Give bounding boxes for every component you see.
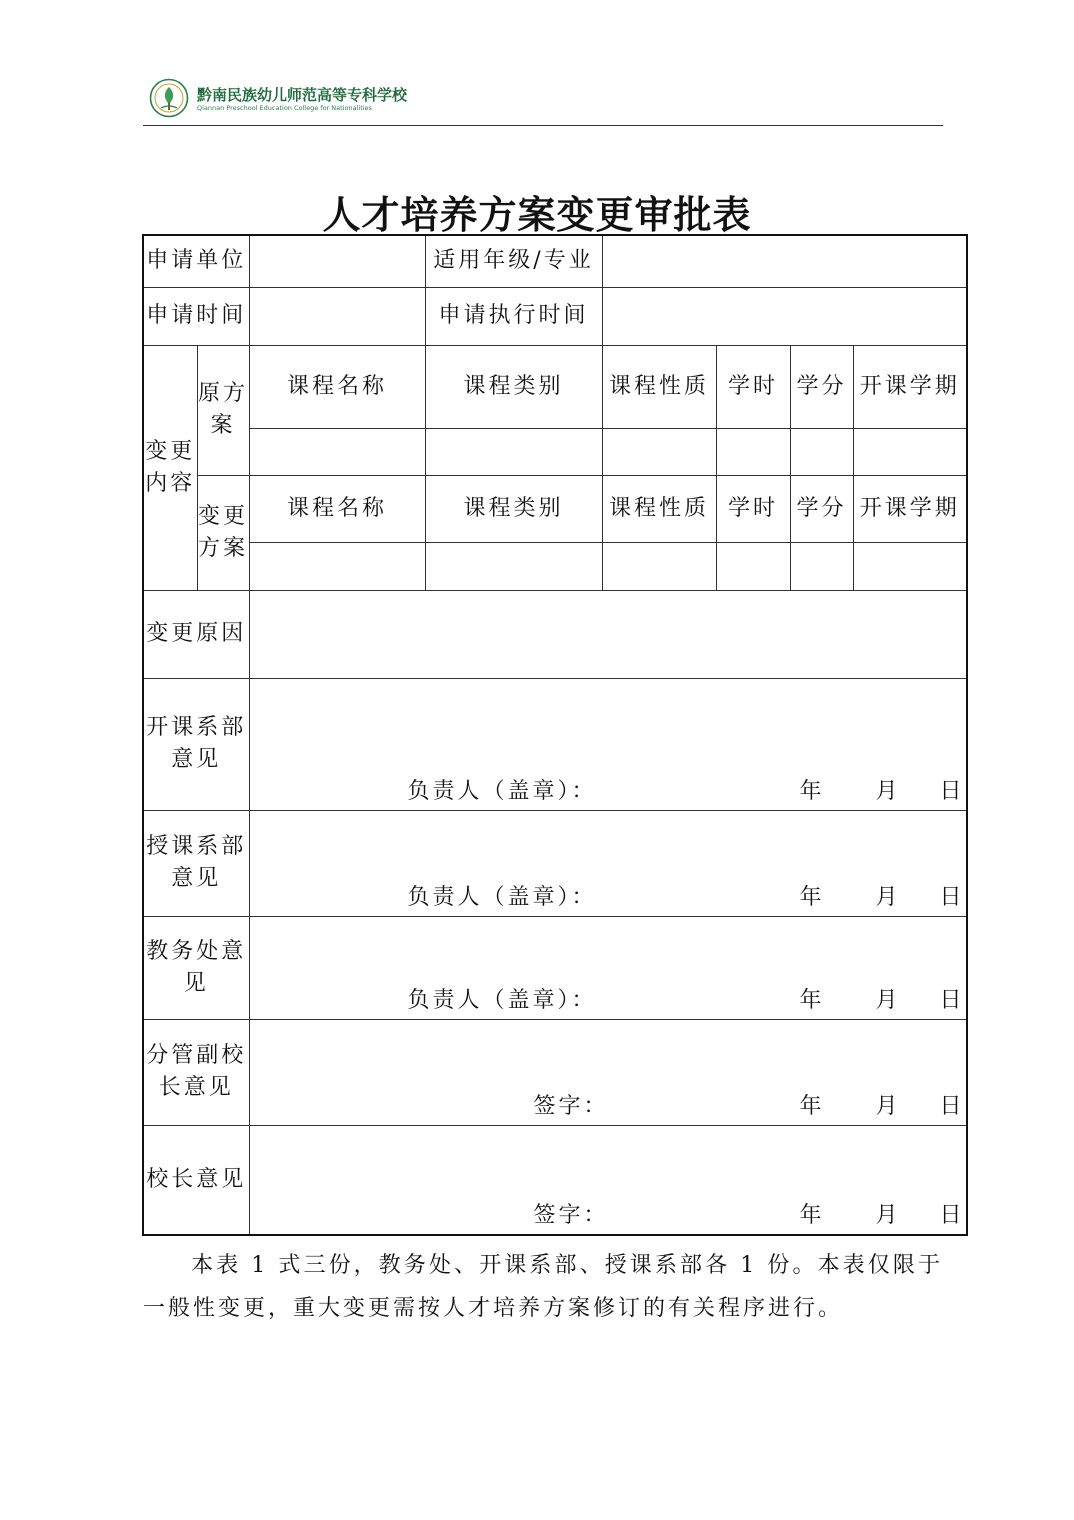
month-label: 月 (875, 884, 901, 910)
original-credits-field[interactable] (790, 428, 853, 475)
signature-line (250, 1200, 967, 1232)
apply-time-field[interactable] (249, 287, 425, 345)
original-credits-header: 学分 (790, 345, 853, 428)
opinion-row (143, 1019, 967, 1125)
changed-course-nature-header: 课程性质 (602, 475, 716, 542)
opinion-row (143, 1125, 967, 1235)
signer-label: 负责人（盖章）： (407, 987, 597, 1013)
changed-course-category-field[interactable] (425, 542, 602, 590)
reason-label: 变更原因 (143, 590, 249, 678)
year-label: 年 (799, 987, 825, 1013)
original-plan-label: 原方案 (197, 345, 249, 475)
apply-unit-field[interactable] (249, 235, 425, 287)
changed-credits-header: 学分 (790, 475, 853, 542)
year-label: 年 (799, 884, 825, 910)
opinion-field-offering-dept[interactable] (249, 678, 967, 810)
original-semester-header: 开课学期 (853, 345, 967, 428)
opinion-field-president[interactable] (249, 1125, 967, 1235)
original-course-nature-header: 课程性质 (602, 345, 716, 428)
opinion-label: 校长意见 (143, 1125, 249, 1235)
day-label: 日 (939, 884, 965, 910)
changed-course-name-field[interactable] (249, 542, 425, 590)
changed-plan-label: 变更方案 (197, 475, 249, 590)
day-label: 日 (939, 778, 965, 804)
changed-course-name-header: 课程名称 (249, 475, 425, 542)
opinion-field-academic-office[interactable] (249, 916, 967, 1019)
school-emblem-icon (149, 78, 189, 118)
original-plan-header-row (143, 345, 967, 428)
day-label: 日 (939, 1203, 965, 1228)
month-label: 月 (875, 987, 901, 1013)
page-header (143, 70, 943, 126)
signer-label: 签字： (533, 1203, 609, 1228)
reason-row (143, 590, 967, 678)
original-plan-data-row (143, 428, 967, 475)
changed-hours-header: 学时 (716, 475, 790, 542)
header-divider (143, 125, 943, 126)
apply-time-label: 申请时间 (143, 287, 249, 345)
changed-course-nature-field[interactable] (602, 542, 716, 590)
month-label: 月 (875, 778, 901, 804)
exec-time-field[interactable] (602, 287, 967, 345)
day-label: 日 (939, 1093, 965, 1119)
year-label: 年 (799, 1093, 825, 1119)
changed-semester-field[interactable] (853, 542, 967, 590)
opinion-row (143, 916, 967, 1019)
opinion-field-vice-president[interactable] (249, 1019, 967, 1125)
opinion-label: 开课系部意见 (143, 678, 249, 810)
signer-label: 签字： (533, 1093, 609, 1119)
form-row-time (143, 287, 967, 345)
original-course-category-header: 课程类别 (425, 345, 602, 428)
original-hours-header: 学时 (716, 345, 790, 428)
opinion-row (143, 678, 967, 810)
change-content-label: 变更内容 (143, 345, 197, 590)
page-title: 人才培养方案变更审批表 (322, 192, 752, 237)
changed-plan-header-row (143, 475, 967, 542)
signer-label: 负责人（盖章）： (407, 884, 597, 910)
approval-form-table (142, 234, 968, 1236)
form-row-unit (143, 235, 967, 287)
original-course-name-header: 课程名称 (249, 345, 425, 428)
month-label: 月 (875, 1203, 901, 1228)
month-label: 月 (875, 1093, 901, 1119)
changed-semester-header: 开课学期 (853, 475, 967, 542)
year-label: 年 (799, 1203, 825, 1228)
year-label: 年 (799, 778, 825, 804)
school-name-cn: 黔南民族幼儿师范高等专科学校 (197, 86, 408, 104)
apply-unit-label: 申请单位 (143, 235, 249, 287)
original-course-nature-field[interactable] (602, 428, 716, 475)
changed-plan-data-row (143, 542, 967, 590)
original-course-category-field[interactable] (425, 428, 602, 475)
school-name-en: Qiannan Preschool Education College for Nationalities (197, 104, 372, 112)
day-label: 日 (939, 987, 965, 1013)
signature-line (250, 985, 967, 1017)
original-semester-field[interactable] (853, 428, 967, 475)
changed-credits-field[interactable] (790, 542, 853, 590)
changed-course-category-header: 课程类别 (425, 475, 602, 542)
changed-hours-field[interactable] (716, 542, 790, 590)
original-course-name-field[interactable] (249, 428, 425, 475)
original-hours-field[interactable] (716, 428, 790, 475)
opinion-label: 分管副校长意见 (143, 1019, 249, 1125)
exec-time-label: 申请执行时间 (425, 287, 602, 345)
signer-label: 负责人（盖章）： (407, 778, 597, 804)
signature-line (250, 776, 967, 808)
opinion-row (143, 810, 967, 916)
opinion-label: 授课系部意见 (143, 810, 249, 916)
opinion-field-teaching-dept[interactable] (249, 810, 967, 916)
opinion-label: 教务处意见 (143, 916, 249, 1019)
footnote: 本表 1 式三份，教务处、开课系部、授课系部各 1 份。本表仅限于一般性变更，重大变更需按人才培养方案修订的有关程序进行。 (143, 1253, 943, 1321)
signature-line (250, 882, 967, 914)
signature-line (250, 1091, 967, 1123)
reason-field[interactable] (249, 590, 967, 678)
grade-major-label: 适用年级/专业 (425, 235, 602, 287)
grade-major-field[interactable] (602, 235, 967, 287)
